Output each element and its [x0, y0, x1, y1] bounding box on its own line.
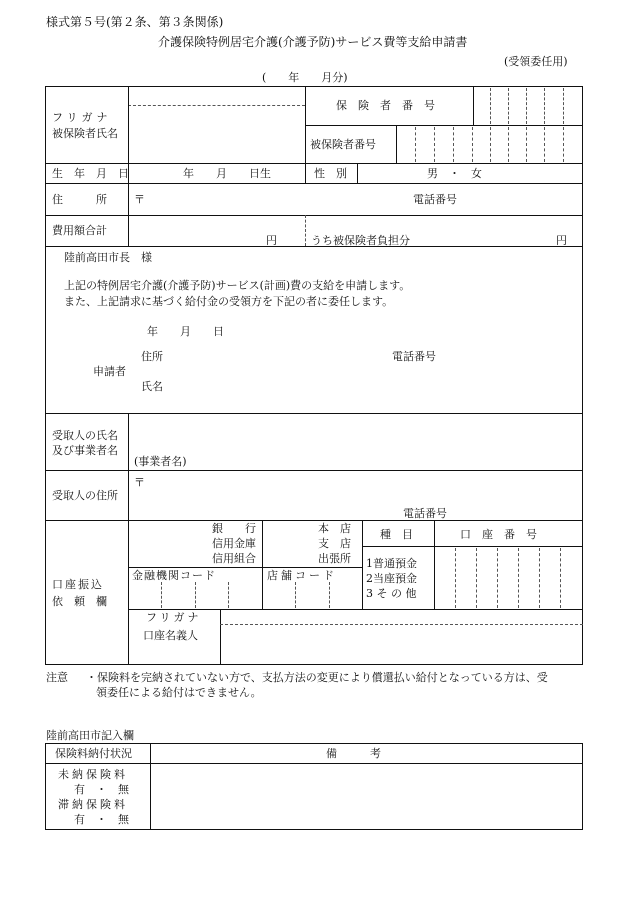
cost-total-field[interactable] — [130, 217, 260, 245]
recipient-name-label-2: 及び事業者名 — [52, 444, 118, 457]
branch-type-office[interactable]: 出張所 — [318, 552, 351, 565]
account-type-other[interactable]: 3 そ の 他 — [366, 587, 417, 600]
recipient-postal-mark: 〒 — [134, 476, 145, 489]
recipient-name-field[interactable] — [130, 415, 580, 453]
recipient-address-label: 受取人の住所 — [52, 489, 118, 502]
page-title: 介護保険特例居宅介護(介護予防)サービス費等支給申請書 — [158, 35, 468, 49]
account-holder-field[interactable] — [222, 626, 580, 662]
addressee: 陸前高田市長 様 — [64, 251, 152, 264]
unpaid-selector[interactable]: 有 ・ 無 — [74, 783, 129, 796]
bank-type-shinkin[interactable]: 信用金庫 — [212, 537, 256, 550]
bank-type-bank[interactable]: 銀 行 — [212, 522, 256, 535]
applicant-phone-label: 電話番号 — [392, 350, 436, 363]
insurer-number-label: 保 険 者 番 号 — [336, 99, 435, 112]
recipient-name-label-1: 受取人の氏名 — [52, 429, 118, 442]
form-number: 様式第５号(第２条、第３条関係) — [46, 15, 224, 29]
notice-text-1: ・保険料を完納されていない方で、支払方法の変更により償還払い給付となっている方は、受 — [86, 671, 548, 684]
bank-code-label: 金融機関コード — [132, 569, 216, 582]
bank-section-label-1: 口座振込 — [52, 578, 104, 591]
target-period: ( 年 月分) — [262, 71, 348, 84]
account-number-header: 口 座 番 号 — [460, 528, 537, 541]
cost-total-label: 費用額合計 — [52, 224, 107, 237]
address-field[interactable] — [150, 186, 400, 213]
overdue-label: 滞納保険料 — [58, 798, 128, 811]
business-name-label: (事業者名) — [134, 455, 187, 468]
account-type-header: 種 目 — [380, 528, 413, 541]
sex-selector[interactable]: 男 ・ 女 — [427, 167, 482, 180]
copay-field[interactable] — [420, 217, 550, 245]
applicant-name-label: 氏名 — [141, 380, 163, 393]
applicant-address-label: 住所 — [141, 350, 163, 363]
postal-mark: 〒 — [134, 193, 145, 206]
cost-total-yen: 円 — [266, 234, 277, 247]
phone-label: 電話番号 — [413, 193, 457, 206]
application-line-1: 上記の特例居宅介護(介護予防)サービス(計画)費の支給を申請します。 — [64, 279, 411, 292]
account-type-current[interactable]: 2当座預金 — [366, 572, 417, 585]
insured-name-field[interactable] — [129, 106, 304, 162]
address-label: 住 所 — [52, 193, 107, 206]
delegation-note: (受領委任用) — [504, 55, 568, 68]
insured-number-field[interactable] — [397, 126, 582, 162]
insured-name-label: 被保険者氏名 — [52, 127, 118, 140]
sex-label: 性 別 — [314, 167, 347, 180]
notice-text-2: 領委任による給付はできません。 — [96, 686, 262, 699]
recipient-phone-label: 電話番号 — [403, 507, 447, 520]
insured-number-label: 被保険者番号 — [310, 138, 376, 151]
remarks-header: 備 考 — [326, 747, 381, 760]
furigana-label: フリガナ — [52, 111, 112, 124]
unpaid-label: 未納保険料 — [58, 768, 128, 781]
birth-date-field[interactable]: 年 月 日生 — [183, 167, 271, 180]
recipient-address-field[interactable] — [150, 474, 570, 504]
applicant-label: 申請者 — [93, 365, 126, 378]
branch-type-head[interactable]: 本 店 — [318, 522, 351, 535]
overdue-selector[interactable]: 有 ・ 無 — [74, 813, 129, 826]
copay-label: うち被保険者負担分 — [311, 234, 410, 247]
insurer-number-field[interactable] — [474, 87, 582, 124]
account-holder-label: 口座名義人 — [143, 629, 198, 642]
holder-furigana-label: フリガナ — [146, 611, 202, 624]
city-section-title: 陸前高田市記入欄 — [46, 729, 134, 742]
application-line-2: また、上記請求に基づく給付金の受領方を下記の者に委任します。 — [64, 295, 394, 308]
birth-date-label: 生 年 月 日 — [52, 167, 129, 180]
branch-type-branch[interactable]: 支 店 — [318, 537, 351, 550]
bank-type-kumiai[interactable]: 信用組合 — [212, 552, 256, 565]
bank-section-label-2: 依 頼 欄 — [52, 595, 107, 608]
remarks-field[interactable] — [152, 765, 580, 828]
branch-code-label: 店舗コード — [267, 569, 337, 582]
copay-yen: 円 — [556, 234, 567, 247]
payment-status-header: 保険料納付状況 — [55, 747, 132, 760]
application-date[interactable]: 年 月 日 — [147, 325, 224, 338]
notice-label: 注意 — [46, 671, 68, 684]
account-type-ordinary[interactable]: 1普通預金 — [366, 557, 417, 570]
